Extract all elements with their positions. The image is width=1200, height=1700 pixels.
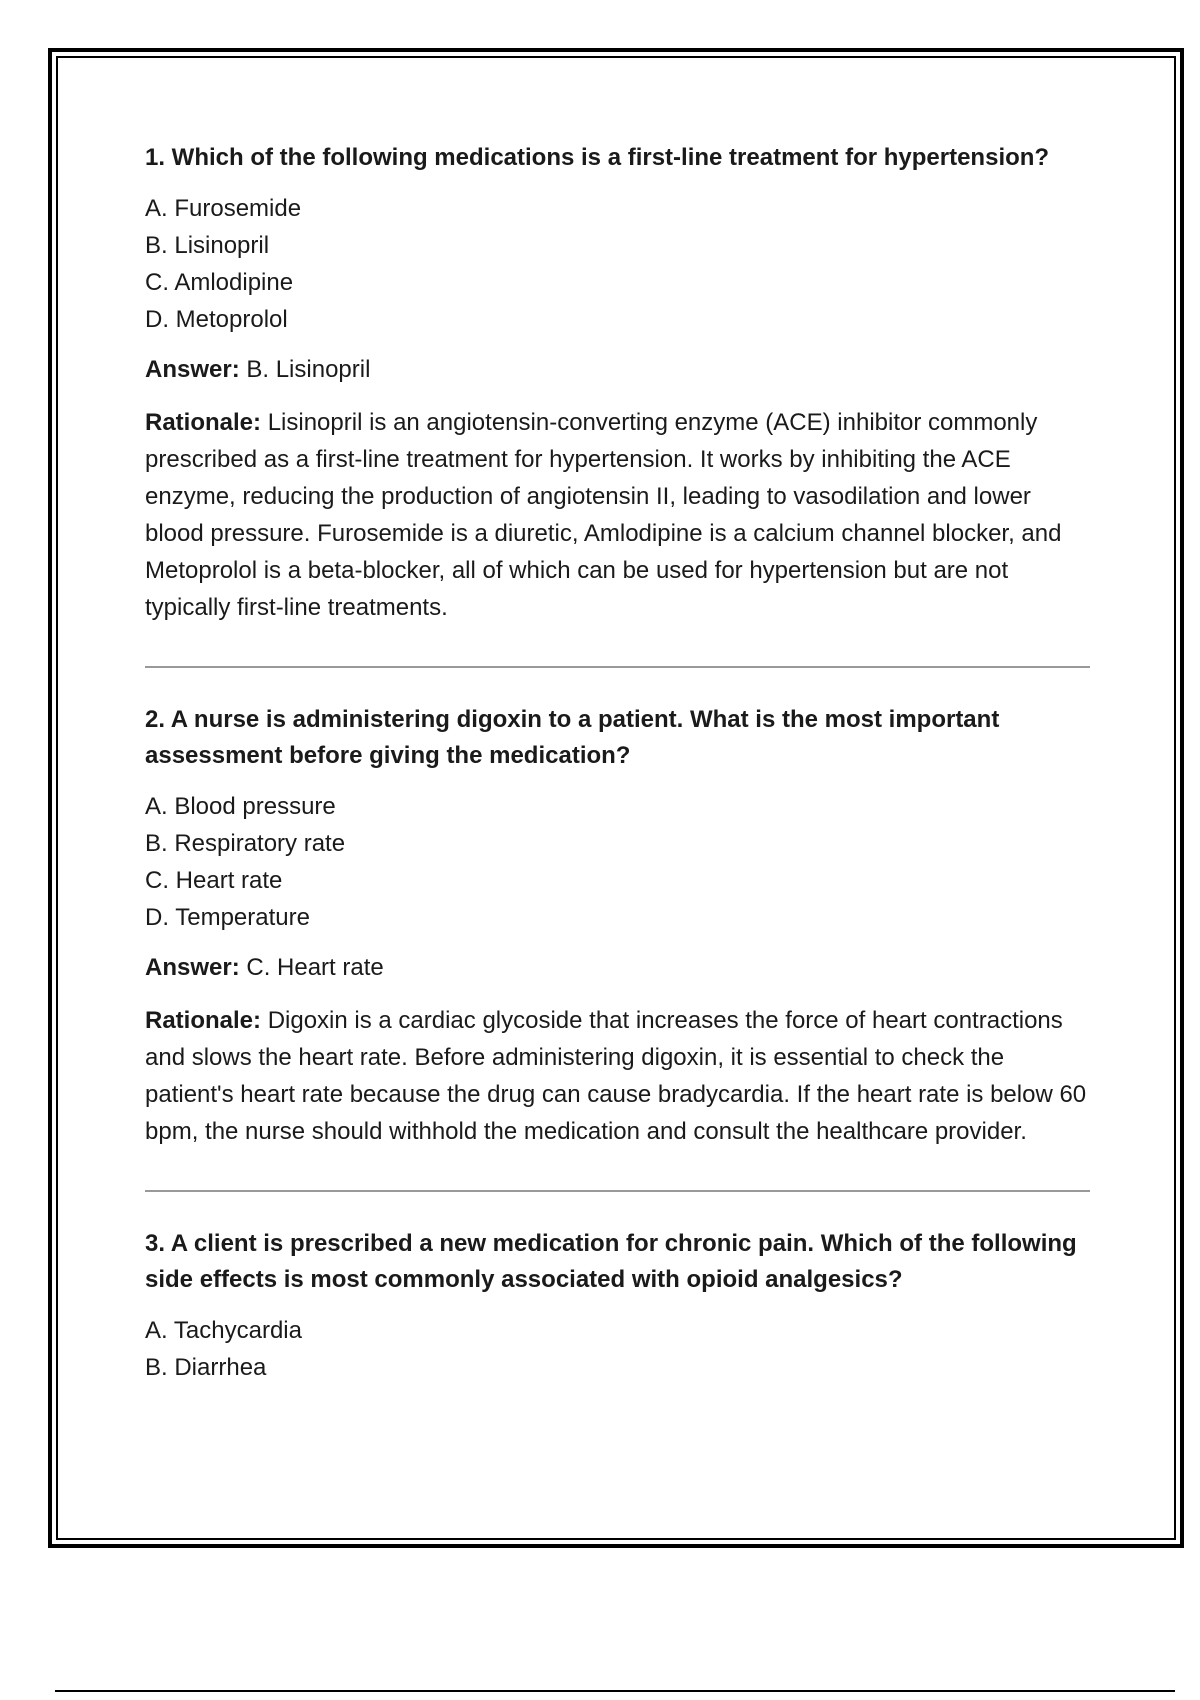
question-2 <box>145 702 1090 1150</box>
option-item: A. Tachycardia <box>145 1317 302 1344</box>
answer-label: Answer: <box>145 356 240 383</box>
option-item: B. Lisinopril <box>145 232 270 259</box>
rationale-label: Rationale: <box>145 409 262 436</box>
option-item: A. Furosemide <box>145 195 302 222</box>
answer-label: Answer: <box>145 954 240 981</box>
option-item: A. Blood pressure <box>145 793 336 820</box>
option-item: D. Metoprolol <box>145 306 288 333</box>
option-item: D. Temperature <box>145 904 310 931</box>
options-list <box>145 1312 1090 1386</box>
document-content <box>145 140 1090 1386</box>
options-list <box>145 190 1090 338</box>
rationale <box>145 1002 1090 1150</box>
option-item: B. Respiratory rate <box>145 830 346 857</box>
question-3 <box>145 1226 1090 1386</box>
rationale-label: Rationale: <box>145 1007 262 1034</box>
option-item: C. Heart rate <box>145 867 283 894</box>
answer-value: B. Lisinopril <box>246 356 371 383</box>
rationale-text: Digoxin is a cardiac glycoside that increases the force of heart contractions and slows the heart rate. Before administering digoxin, it is essential to check the patient's heart rate because the drug can cause bradycardia. If the heart rate is below 60 bpm, the nurse should withhold the medication and consult the healthcare provider. <box>145 1007 1087 1145</box>
footer-rule <box>55 1690 1175 1692</box>
question-1 <box>145 140 1090 626</box>
answer <box>145 950 1090 986</box>
question-text: 2. A nurse is administering digoxin to a patient. What is the most important assessment before giving the medication? <box>145 706 1000 769</box>
rationale <box>145 404 1090 626</box>
option-item: C. Amlodipine <box>145 269 294 296</box>
rationale-text: Lisinopril is an angiotensin-converting enzyme (ACE) inhibitor commonly prescribed as a first-line treatment for hypertension. It works by inhibiting the ACE enzyme, reducing the production of angiotensin II, leading to vasodilation and lower blood pressure. Furosemide is a diuretic, Amlodipine is a calcium channel blocker, and Metoprolol is a beta-blocker, all of which can be used for hypertension but are not typically first-line treatments. <box>145 409 1062 621</box>
question-text: 1. Which of the following medications is a first-line treatment for hypertension? <box>145 144 1050 171</box>
answer <box>145 352 1090 388</box>
option-item: B. Diarrhea <box>145 1354 267 1381</box>
answer-value: C. Heart rate <box>246 954 384 981</box>
divider <box>145 1190 1090 1192</box>
question-text: 3. A client is prescribed a new medication for chronic pain. Which of the following side effects is most commonly associated with opioid analgesics? <box>145 1230 1077 1293</box>
divider <box>145 666 1090 668</box>
options-list <box>145 788 1090 936</box>
